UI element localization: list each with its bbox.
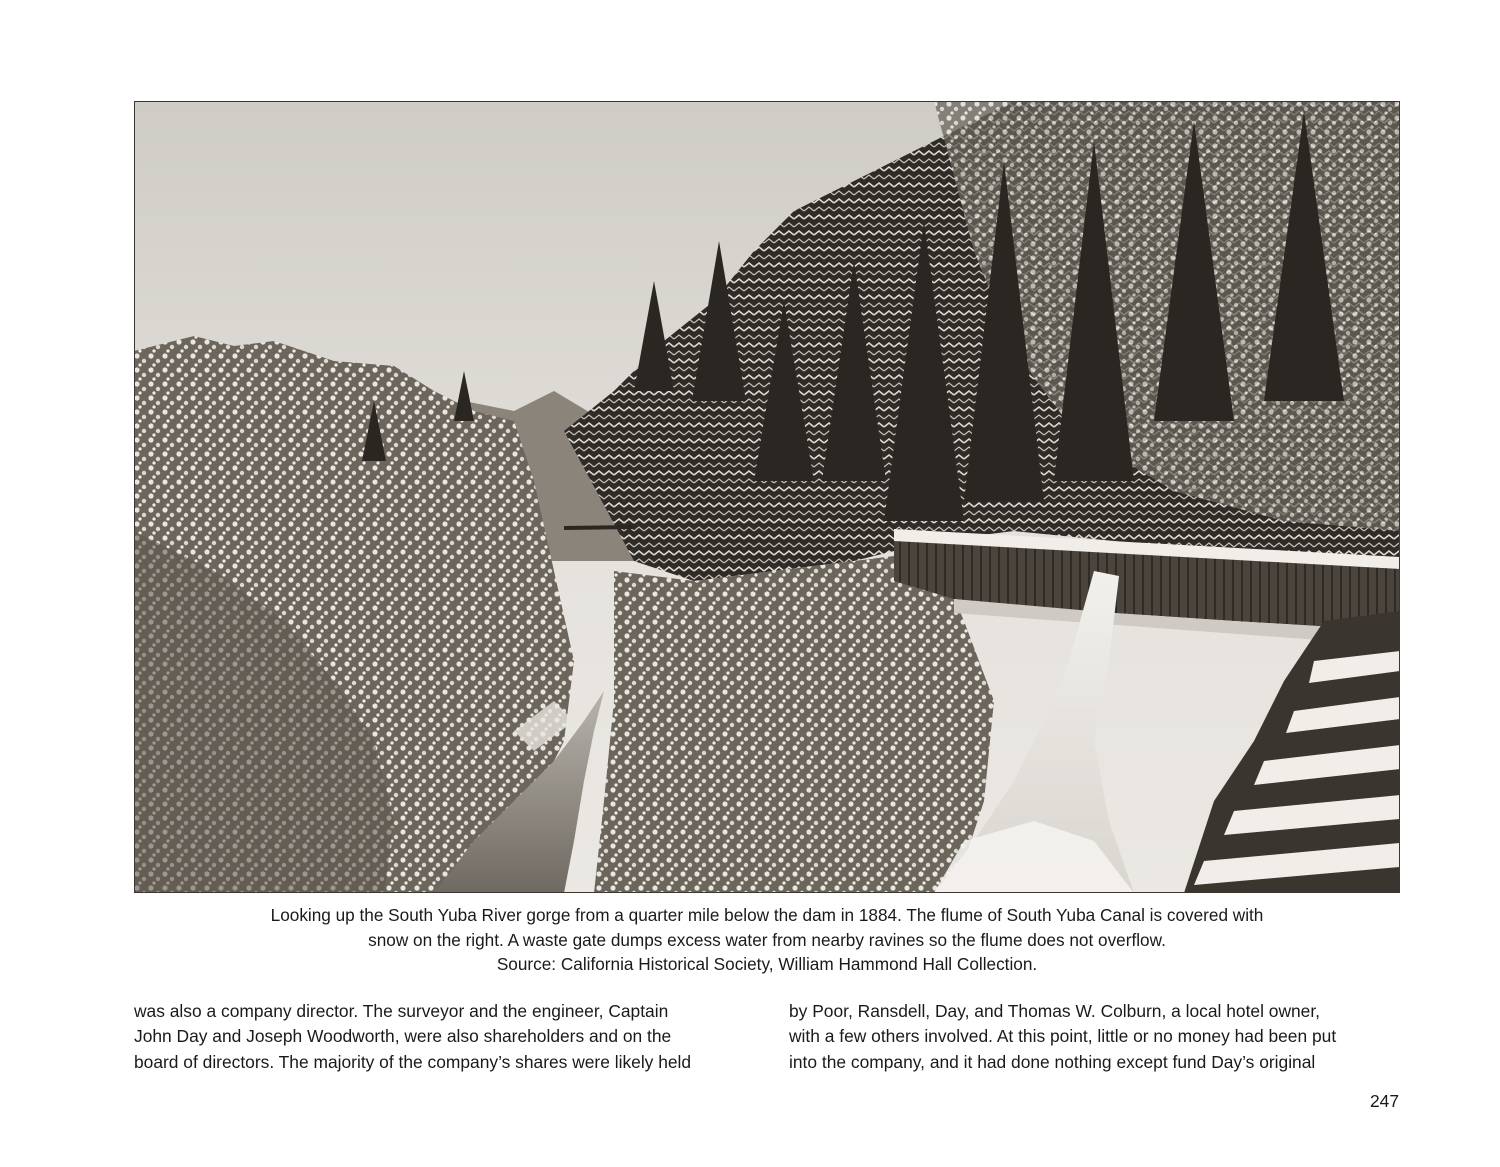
body-text-left-column: [134, 999, 750, 1075]
caption-line: snow on the right. A waste gate dumps excess water from nearby ravines so the flume does not overflow.: [368, 929, 1166, 950]
caption-source-line: Source: California Historical Society, William Hammond Hall Collection.: [496, 954, 1038, 974]
text-line: John Day and Joseph Woodworth, were also shareholders and on the: [134, 1026, 672, 1047]
text-line: by Poor, Ransdell, Day, and Thomas W. Colburn, a local hotel owner,: [789, 1001, 1321, 1021]
body-text-right-column: [789, 999, 1400, 1075]
page-number: 247: [1369, 1091, 1399, 1111]
text-line: into the company, and it had done nothing except fund Day’s original: [789, 1051, 1316, 1072]
caption-line: Looking up the South Yuba River gorge from a quarter mile below the dam in 1884. The flume of South Yuba Canal is covered with: [270, 905, 1264, 925]
text-line: with a few others involved. At this point, little or no money had been put: [789, 1026, 1337, 1047]
historical-photograph: [134, 101, 1400, 893]
text-line: board of directors. The majority of the company’s shares were likely held: [134, 1051, 692, 1072]
text-line: was also a company director. The surveyor and the engineer, Captain: [134, 1001, 669, 1021]
photo-caption: [134, 903, 1400, 977]
